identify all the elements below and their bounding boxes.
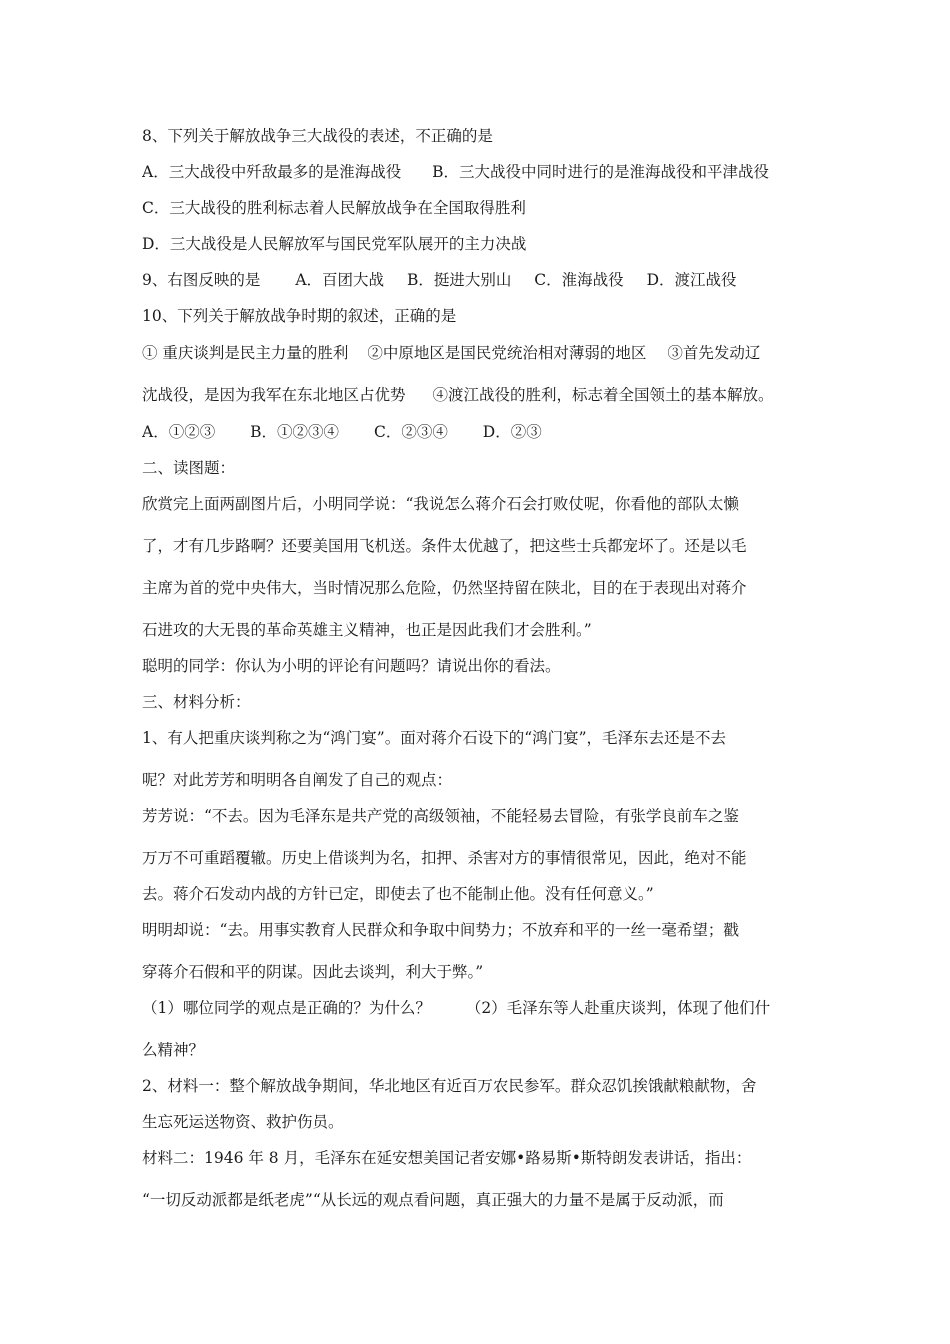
- q10-items-row1: [142, 343, 822, 363]
- q10-option-d: D．②③: [482, 423, 542, 441]
- section3-line: “一切反动派都是纸老虎”“从长远的观点看问题，真正强大的力量不是属于反动派，而: [142, 1191, 724, 1209]
- q10-items-row2: [142, 385, 822, 405]
- q10-item-3-end: 沈战役，是因为我军在东北地区占优势: [142, 386, 406, 404]
- q8-option-a: A．三大战役中歼敌最多的是淮海战役: [142, 163, 402, 181]
- section3-line: 材料二：1946 年 8 月，毛泽东在延安想美国记者安娜•路易斯•斯特朗发表讲话，指出：: [142, 1149, 752, 1167]
- q10-item-2: ②中原地区是国民党统治相对薄弱的地区: [367, 344, 647, 362]
- q9-option-c: C．淮海战役: [534, 271, 624, 289]
- section3-line: 万万不可重蹈覆辙。历史上借谈判为名，扣押、杀害对方的事情很常见，因此，绝对不能: [142, 849, 747, 867]
- section2-question: 聪明的同学：你认为小明的评论有问题吗？请说出你的看法。: [142, 657, 561, 675]
- q10-option-a: A．①②③: [142, 423, 216, 441]
- section3-line: 明明却说：“去。用事实教育人民群众和争取中间势力；不放弃和平的一丝一毫希望；戳: [142, 921, 739, 939]
- section3-line: 生忘死运送物资、救护伤员。: [142, 1113, 344, 1131]
- section3-line: 1、有人把重庆谈判称之为“鸿门宴”。面对蒋介石设下的“鸿门宴”，毛泽东去还是不去: [142, 729, 727, 747]
- q10-item-3-start: ③首先发动辽: [667, 344, 761, 362]
- q10-item-4: ④渡江战役的胜利，标志着全国领土的基本解放。: [432, 386, 774, 404]
- q9-option-d: D．渡江战役: [646, 271, 737, 289]
- section2-line: 欣赏完上面两副图片后，小明同学说：“我说怎么蒋介石会打败仗呢，你看他的部队太懒: [142, 495, 739, 513]
- q8-option-d: D．三大战役是人民解放军与国民党军队展开的主力决战: [142, 235, 527, 253]
- section2-line: 了，才有几步路啊？还要美国用飞机送。条件太优越了，把这些士兵都宠坏了。还是以毛: [142, 537, 747, 555]
- section3-heading: 三、材料分析：: [142, 693, 251, 711]
- section3-subquestions: [142, 998, 822, 1018]
- q10-option-b: B．①②③④: [250, 423, 340, 441]
- q9-option-b: B．挺进大别山: [406, 271, 512, 289]
- q10-stem: 10、下列关于解放战争时期的叙述，正确的是: [142, 307, 457, 325]
- q10-item-1: ① 重庆谈判是民主力量的胜利: [142, 344, 349, 362]
- q8-options-ab: [142, 162, 822, 182]
- section3-line: 穿蒋介石假和平的阴谋。因此去谈判，利大于弊。”: [142, 963, 484, 981]
- q8-option-b: B．三大战役中同时进行的是淮海战役和平津战役: [432, 163, 770, 181]
- q9-row: [142, 270, 822, 290]
- section3-line: 芳芳说：“不去。因为毛泽东是共产党的高级领袖，不能轻易去冒险，有张学良前车之鉴: [142, 807, 739, 825]
- section3-line: 呢？对此芳芳和明明各自阐发了自己的观点：: [142, 771, 453, 789]
- q8-option-c: C．三大战役的胜利标志着人民解放战争在全国取得胜利: [142, 199, 526, 217]
- q9-stem: 9、右图反映的是: [142, 271, 261, 289]
- q9-option-a: A．百团大战: [295, 271, 385, 289]
- q10-option-c: C．②③④: [373, 423, 448, 441]
- section3-line: 去。蒋介石发动内战的方针已定，即使去了也不能制止他。没有任何意义。”: [142, 885, 654, 903]
- section2-heading: 二、读图题：: [142, 459, 236, 477]
- section2-line: 石进攻的大无畏的革命英雄主义精神，也正是因此我们才会胜利。”: [142, 621, 592, 639]
- section2-line: 主席为首的党中央伟大，当时情况那么危险，仍然坚持留在陕北，目的在于表现出对蒋介: [142, 579, 747, 597]
- q10-options: [142, 422, 822, 442]
- section3-line: 么精神？: [142, 1041, 205, 1059]
- section3-subquestion-2: （2）毛泽东等人赴重庆谈判，体现了他们什: [465, 999, 771, 1017]
- q8-stem: 8、下列关于解放战争三大战役的表述，不正确的是: [142, 127, 493, 145]
- section3-subquestion-1: （1）哪位同学的观点是正确的？为什么？: [142, 999, 431, 1017]
- section3-line: 2、材料一：整个解放战争期间，华北地区有近百万农民参军。群众忍饥挨饿献粮献物，舍: [142, 1077, 757, 1095]
